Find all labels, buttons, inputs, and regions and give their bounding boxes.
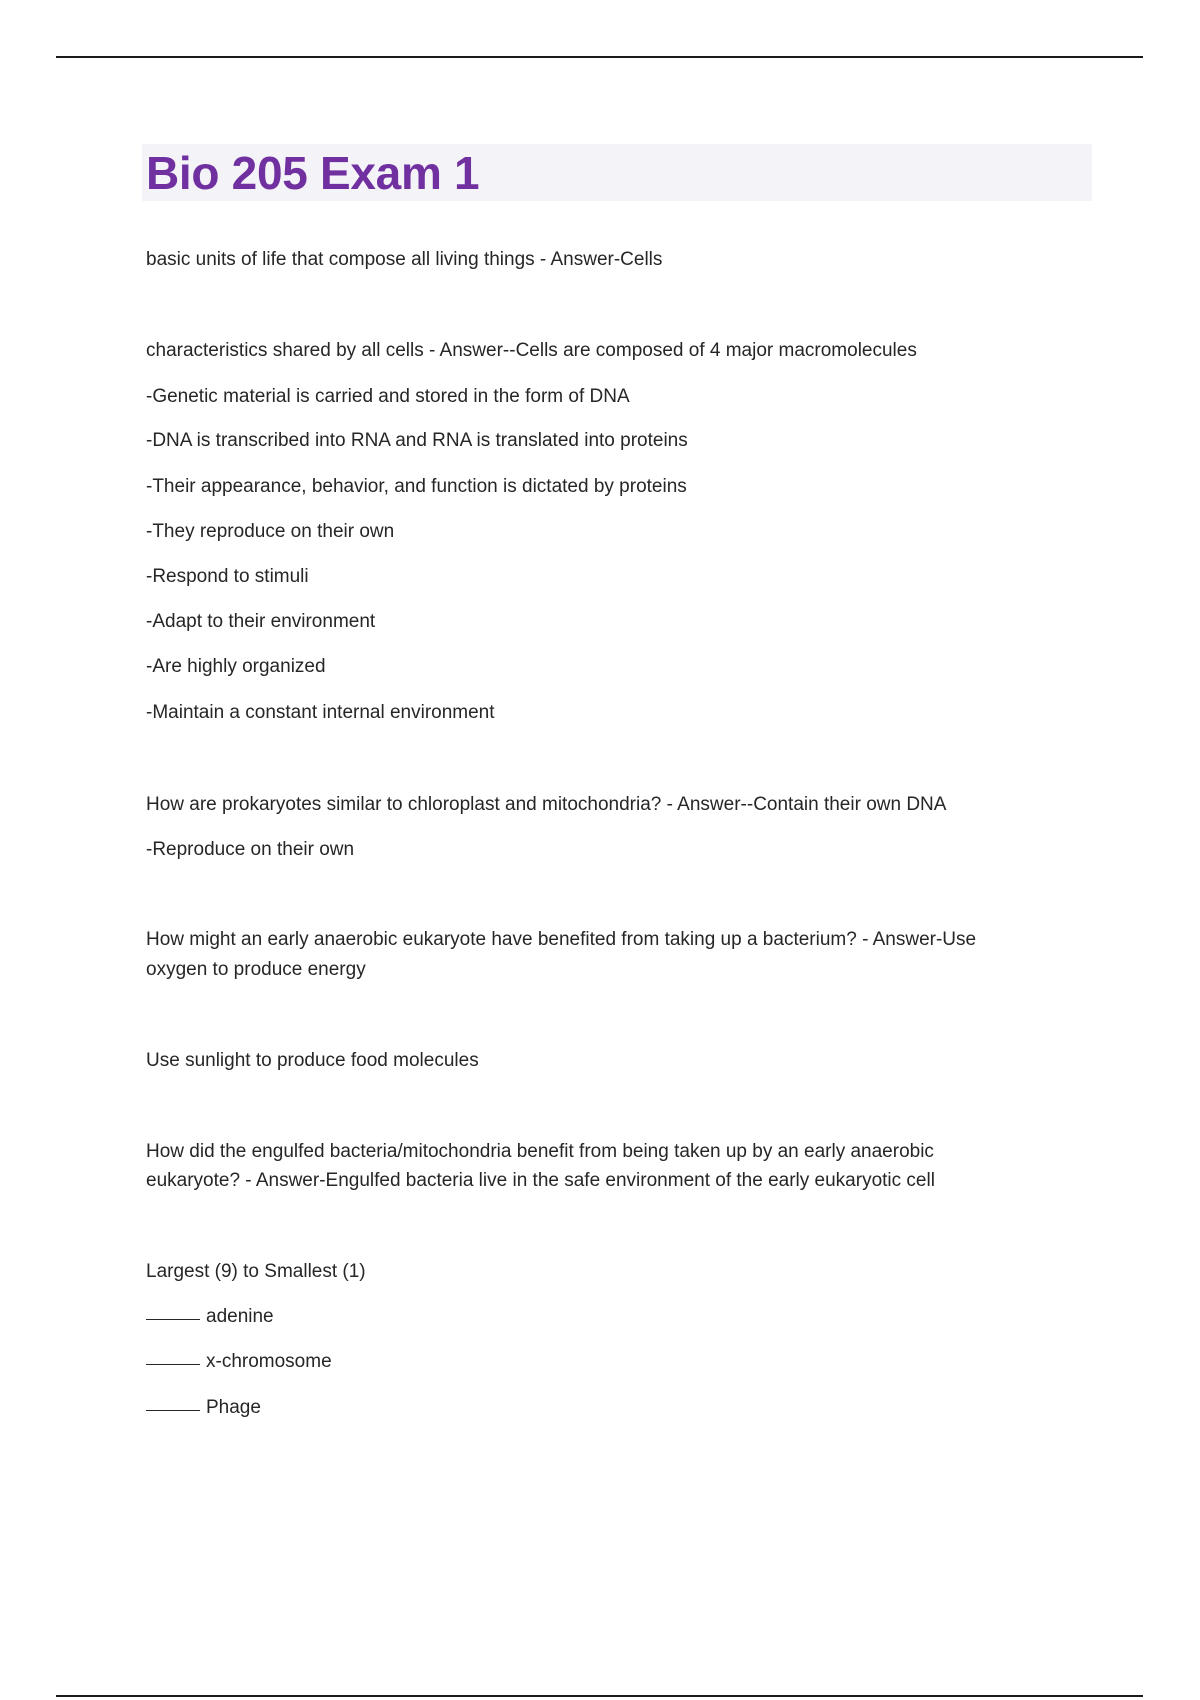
footer-rule xyxy=(56,1695,1143,1697)
question-cell-characteristics: characteristics shared by all cells - Answer--Cells are composed of 4 major macromolecules xyxy=(146,340,917,361)
list-item: -DNA is transcribed into RNA and RNA is translated into proteins xyxy=(146,430,688,451)
question-anaerobic-eukaryote: How might an early anaerobic eukaryote have benefited from taking up a bacterium? - Answer-Use xyxy=(146,929,977,950)
list-item-label: Phage xyxy=(206,1397,261,1418)
list-item: -Their appearance, behavior, and function is dictated by proteins xyxy=(146,476,687,497)
list-item xyxy=(146,1396,261,1420)
list-item: -Adapt to their environment xyxy=(146,611,376,632)
list-item xyxy=(146,1305,274,1329)
list-item xyxy=(146,1350,332,1374)
list-item: -Maintain a constant internal environment xyxy=(146,702,495,723)
header-rule xyxy=(56,56,1143,58)
question-cells: basic units of life that compose all living things - Answer-Cells xyxy=(146,249,663,270)
list-item: -Genetic material is carried and stored in the form of DNA xyxy=(146,386,630,407)
list-item: -Reproduce on their own xyxy=(146,839,355,860)
page-title: Bio 205 Exam 1 xyxy=(146,147,480,199)
list-item: -Are highly organized xyxy=(146,656,326,677)
question-anaerobic-eukaryote-continued: oxygen to produce energy xyxy=(146,959,366,980)
question-engulfed-bacteria: How did the engulfed bacteria/mitochondria benefit from being taken up by an early anaerobic xyxy=(146,1141,934,1162)
question-prokaryotes: How are prokaryotes similar to chloroplast and mitochondria? - Answer--Contain their own DNA xyxy=(146,794,947,815)
question-engulfed-bacteria-continued: eukaryote? - Answer-Engulfed bacteria live in the safe environment of the early eukaryotic cell xyxy=(146,1170,935,1191)
answer-blank[interactable] xyxy=(146,1410,200,1411)
question-size-order: Largest (9) to Smallest (1) xyxy=(146,1261,366,1282)
answer-blank[interactable] xyxy=(146,1319,200,1320)
list-item-label: adenine xyxy=(206,1306,274,1327)
answer-blank[interactable] xyxy=(146,1364,200,1365)
list-item-label: x-chromosome xyxy=(206,1351,332,1372)
answer-extra: Use sunlight to produce food molecules xyxy=(146,1050,479,1071)
list-item: -They reproduce on their own xyxy=(146,521,395,542)
list-item: -Respond to stimuli xyxy=(146,566,309,587)
